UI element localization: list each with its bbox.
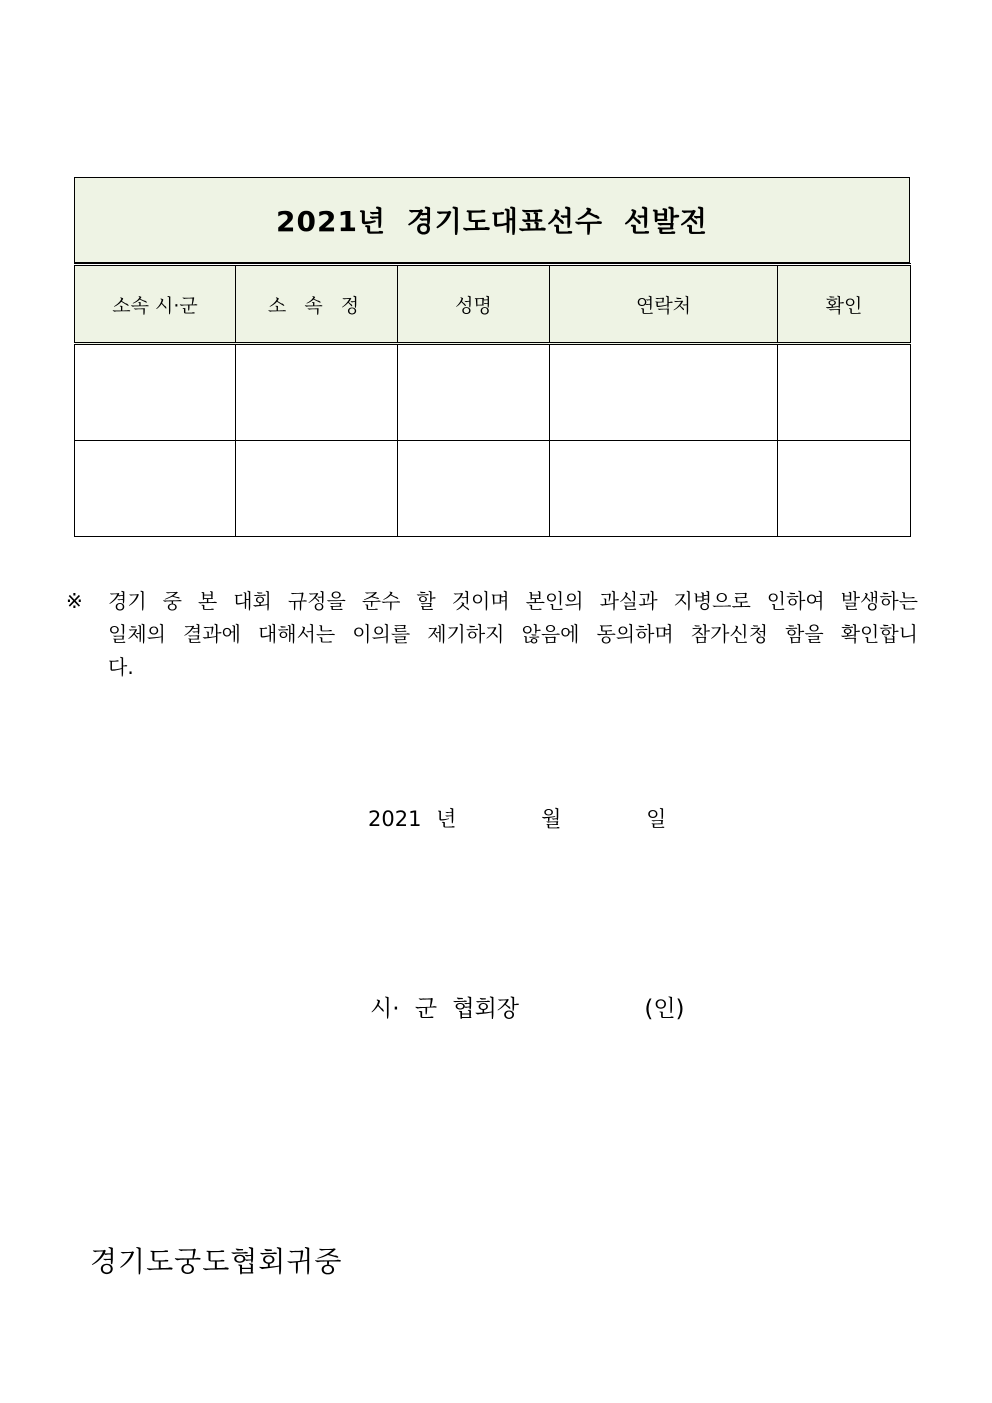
cell-affiliation[interactable] [236,441,398,537]
cell-name[interactable] [398,344,550,441]
header-affiliation: 소 속 정 [236,265,398,344]
notice-text: 경기 중 본 대회 규정을 준수 할 것이며 본인의 과실과 지병으로 인하여 발생하는 일체의 결과에 대해서는 이의를 제기하지 않음에 동의하며 참가신청 함을 확인합니다. [108,589,918,679]
date-year-unit: 년 [436,807,457,831]
cell-confirm[interactable] [778,441,911,537]
date-day-unit: 일 [646,807,667,831]
cell-name[interactable] [398,441,550,537]
cell-contact[interactable] [550,344,778,441]
date-year: 2021 [368,807,422,831]
form-title-box [74,177,910,263]
cell-affiliation[interactable] [236,344,398,441]
date-month-unit: 월 [541,807,562,831]
form-title: 2021년 경기도대표선수 선발전 [276,205,708,238]
table-row [75,441,911,537]
cell-city-county[interactable] [75,441,236,537]
table-row [75,344,911,441]
table-header-row [75,265,911,344]
entry-table [74,263,911,537]
cell-contact[interactable] [550,441,778,537]
header-confirm: 확인 [778,265,911,344]
reference-mark-icon: ※ [66,589,83,613]
header-contact: 연락처 [550,265,778,344]
recipient: 경기도궁도협회귀중 [90,1245,343,1278]
cell-confirm[interactable] [778,344,911,441]
seal-mark: (인) [644,996,685,1022]
header-city-county: 소속 시·군 [75,265,236,344]
header-name: 성명 [398,265,550,344]
date-line [368,803,666,833]
signature-label: 시· 군 협회장 [370,996,520,1022]
notice [66,585,918,684]
cell-city-county[interactable] [75,344,236,441]
signature-line [370,990,685,1023]
